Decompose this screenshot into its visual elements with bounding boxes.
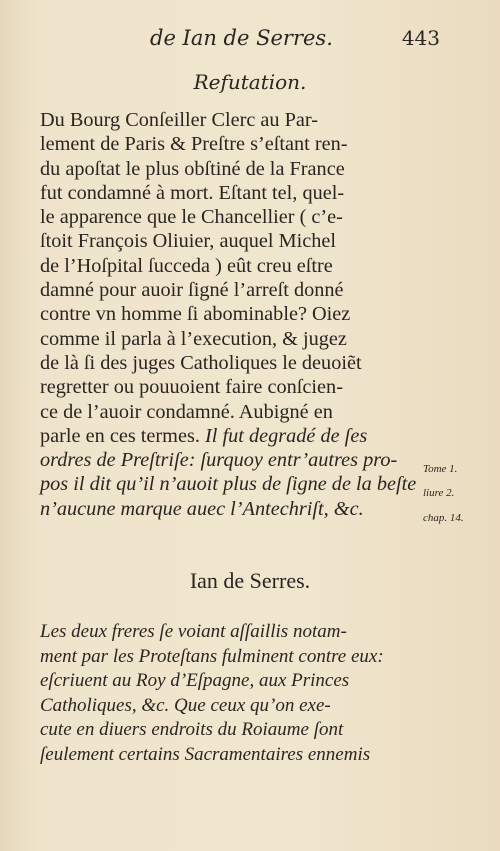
text-line: ſtoit François Oliuier, auquel Michel: [40, 230, 337, 253]
text-line-italic: pos il dit qu’il n’auoit plus de ſigne de la beſte: [40, 473, 417, 496]
page-number: 443: [401, 26, 440, 50]
text-line: regretter ou pouuoient faire conſcien-: [40, 376, 343, 399]
text-line-italic: ordres de Preſtriſe: ſurquoy entr’autres pro-: [40, 449, 398, 472]
section-heading-refutation: Refutation.: [193, 70, 307, 94]
refutation-paragraph: [40, 108, 420, 521]
text-line: damné pour auoir ſigné l’arreſt donné: [40, 279, 344, 302]
page-header: [150, 26, 440, 56]
text-italic: Il fut degradé de ſes: [205, 424, 368, 447]
marginal-citation: [423, 457, 493, 530]
text-line-italic: ſeulement certains Sacramentaires ennemis: [40, 743, 371, 765]
citation-line: liure 2.: [423, 487, 455, 500]
text-roman: parle en ces termes.: [40, 424, 200, 447]
running-title: de Ian de Serres.: [150, 26, 333, 50]
section-title-ian-de-serres: Ian de Serres.: [189, 568, 311, 593]
text-line-italic: Les deux freres ſe voiant aſſaillis notam-: [40, 621, 347, 642]
text-line-italic: n’aucune marque auec l’Antechriſt, &c.: [40, 497, 364, 520]
text-line: contre vn homme ſi abominable? Oiez: [40, 303, 351, 326]
text-line: ce de l’auoir condamné. Aubigné en: [40, 400, 333, 423]
text-line: fut condamné à mort. Eſtant tel, quel-: [40, 181, 345, 204]
text-line: comme il parla à l’execution, & jugez: [40, 327, 347, 350]
text-line-italic: eſcriuent au Roy d’Eſpagne, aux Princes: [40, 670, 350, 691]
ian-de-serres-paragraph: [40, 620, 420, 767]
text-line-mixed: [40, 424, 420, 448]
text-line-italic: Catholiques, &c. Que ceux qu’on exe-: [40, 694, 331, 716]
citation-line: Tome 1.: [423, 463, 458, 475]
text-line: de l’Hoſpital ſucceda ) eût creu eſtre: [40, 254, 333, 277]
text-line: de là ſi des juges Catholiques le deuoiẽt: [40, 351, 362, 374]
text-line: du apoſtat le plus obſtiné de la France: [40, 157, 345, 180]
citation-line: chap. 14.: [423, 511, 464, 524]
text-line: lement de Paris & Preſtre s’eſtant ren-: [40, 133, 348, 156]
text-line-italic: cute en diuers endroits du Roiaume ſont: [40, 719, 344, 740]
text-line-italic: ment par les Proteſtans fulminent contre eux:: [40, 645, 384, 667]
text-line: Du Bourg Conſeiller Clerc au Par-: [40, 109, 319, 131]
text-line: le apparence que le Chancellier ( c’e-: [40, 206, 343, 229]
